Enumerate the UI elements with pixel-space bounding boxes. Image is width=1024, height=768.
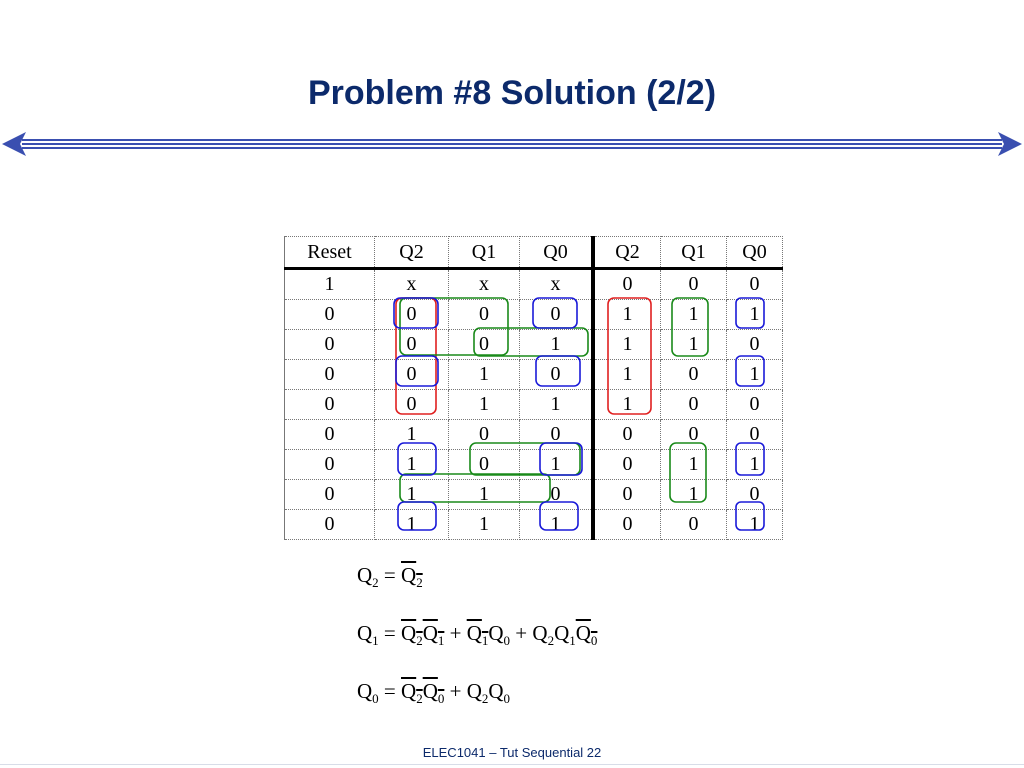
table-cell: 1 <box>727 450 783 480</box>
table-row <box>285 420 783 450</box>
table-cell: 1 <box>375 480 449 510</box>
table-cell: 0 <box>285 360 375 390</box>
table-cell: 0 <box>727 390 783 420</box>
eq-subscript: 2 <box>372 575 379 591</box>
eq-operator: + <box>515 621 528 645</box>
eq-term-complement <box>466 621 489 649</box>
table-cell: 1 <box>449 360 520 390</box>
table-cell: 0 <box>727 269 783 300</box>
table-cell: 1 <box>593 360 661 390</box>
table-cell: 1 <box>449 510 520 540</box>
eq-subscript: 2 <box>416 633 423 649</box>
eq-subscript: 2 <box>416 691 423 707</box>
eq-subscript: 0 <box>372 691 379 707</box>
eq-term: Q <box>401 563 417 587</box>
table-cell: 1 <box>727 300 783 330</box>
table-cell: 0 <box>285 510 375 540</box>
table-cell: 1 <box>593 300 661 330</box>
eq-subscript: 1 <box>437 633 445 649</box>
equation-q0 <box>357 676 597 734</box>
bottom-rule <box>0 764 1024 765</box>
eq-term: Q <box>401 679 417 703</box>
header-next-q1: Q1 <box>661 237 727 269</box>
eq-subscript: 2 <box>416 575 423 591</box>
table-cell: 0 <box>449 450 520 480</box>
table-cell: 1 <box>375 420 449 450</box>
table-cell: 0 <box>375 360 449 390</box>
table-cell: 0 <box>593 420 661 450</box>
table-header-row <box>285 237 783 269</box>
table-cell: 0 <box>727 330 783 360</box>
table-cell: 0 <box>449 420 520 450</box>
table-cell: 0 <box>285 390 375 420</box>
header-present-q1: Q1 <box>449 237 520 269</box>
eq-operator: + <box>449 679 462 703</box>
table-row <box>285 450 783 480</box>
table-cell: 1 <box>520 450 594 480</box>
table-cell: 0 <box>285 420 375 450</box>
table-cell: 0 <box>449 330 520 360</box>
table-cell: 0 <box>727 420 783 450</box>
header-next-q2: Q2 <box>593 237 661 269</box>
eq-operator: = <box>383 563 396 587</box>
eq-subscript: 1 <box>372 633 379 649</box>
table-cell: 0 <box>375 300 449 330</box>
eq-subscript: 2 <box>481 691 489 707</box>
table-cell: 1 <box>661 300 727 330</box>
header-present-q0: Q0 <box>520 237 594 269</box>
table-cell: 0 <box>593 450 661 480</box>
eq-term: Q <box>422 621 438 645</box>
table-cell: 0 <box>520 420 594 450</box>
table-cell: x <box>375 269 449 300</box>
equation-q2 <box>357 560 597 618</box>
table-row <box>285 360 783 390</box>
eq-operator: + <box>449 621 462 645</box>
table-cell: 0 <box>593 510 661 540</box>
table-cell: 1 <box>520 510 594 540</box>
eq-subscript: 0 <box>503 633 511 649</box>
table-row <box>285 330 783 360</box>
table-cell: 0 <box>661 510 727 540</box>
eq-subscript: 2 <box>547 633 555 649</box>
table-cell: 1 <box>375 510 449 540</box>
table-cell: 0 <box>661 269 727 300</box>
eq-term: Q <box>466 621 482 645</box>
eq-term: Q <box>401 621 417 645</box>
table-cell: 0 <box>593 269 661 300</box>
table-cell: 0 <box>285 480 375 510</box>
table-cell: 0 <box>661 360 727 390</box>
table-row <box>285 480 783 510</box>
table-cell: 1 <box>727 510 783 540</box>
table-cell: 0 <box>449 300 520 330</box>
table-cell: 1 <box>375 450 449 480</box>
eq-term-complement <box>401 563 423 591</box>
table-cell: 0 <box>727 480 783 510</box>
table-row <box>285 269 783 300</box>
eq-term-complement <box>422 621 445 649</box>
table-cell: 0 <box>661 390 727 420</box>
eq-term: Q <box>488 621 504 645</box>
eq-term: Q <box>554 621 570 645</box>
slide-title: Problem #8 Solution (2/2) <box>307 74 717 112</box>
table-cell: 1 <box>661 330 727 360</box>
table-cell: x <box>449 269 520 300</box>
eq-subscript: 1 <box>481 633 489 649</box>
table-cell: 0 <box>375 330 449 360</box>
table-row <box>285 300 783 330</box>
table-row <box>285 390 783 420</box>
eq-term-complement <box>401 679 423 707</box>
table-cell: 1 <box>449 480 520 510</box>
table-cell: x <box>520 269 594 300</box>
eq-operator: = <box>383 679 396 703</box>
table-cell: 0 <box>520 480 594 510</box>
slide-footer: ELEC1041 – Tut Sequential 22 <box>422 745 602 760</box>
table-cell: 0 <box>661 420 727 450</box>
table-cell: 1 <box>520 390 594 420</box>
table-cell: 0 <box>285 300 375 330</box>
eq-term-complement <box>401 621 423 649</box>
eq-term: Q <box>488 679 504 703</box>
eq-term: Q <box>466 679 482 703</box>
state-transition-table <box>284 236 783 540</box>
eq-term: Q <box>357 621 373 645</box>
eq-term: Q <box>532 621 548 645</box>
eq-term: Q <box>575 621 591 645</box>
table-cell: 0 <box>593 480 661 510</box>
table-cell: 1 <box>661 480 727 510</box>
eq-subscript: 0 <box>437 691 445 707</box>
table-cell: 0 <box>285 450 375 480</box>
table-cell: 1 <box>520 330 594 360</box>
table-cell: 1 <box>727 360 783 390</box>
eq-subscript: 1 <box>569 633 576 649</box>
eq-term: Q <box>357 679 373 703</box>
table-cell: 0 <box>520 300 594 330</box>
equation-q1 <box>357 618 597 676</box>
table-cell: 1 <box>593 330 661 360</box>
header-next-q0: Q0 <box>727 237 783 269</box>
table-cell: 1 <box>661 450 727 480</box>
boolean-equations <box>357 560 597 734</box>
eq-term: Q <box>357 563 373 587</box>
table-cell: 0 <box>285 330 375 360</box>
table-cell: 1 <box>593 390 661 420</box>
eq-term-complement <box>575 621 598 649</box>
header-present-q2: Q2 <box>375 237 449 269</box>
eq-term: Q <box>422 679 438 703</box>
table-cell: 1 <box>285 269 375 300</box>
table-cell: 0 <box>375 390 449 420</box>
header-reset: Reset <box>285 237 375 269</box>
table-cell: 1 <box>449 390 520 420</box>
table-row <box>285 510 783 540</box>
double-arrow-divider <box>0 126 1024 162</box>
eq-term-complement <box>422 679 445 707</box>
table-cell: 0 <box>520 360 594 390</box>
eq-subscript: 0 <box>503 691 511 707</box>
eq-operator: = <box>383 621 396 645</box>
eq-subscript: 0 <box>590 633 598 649</box>
